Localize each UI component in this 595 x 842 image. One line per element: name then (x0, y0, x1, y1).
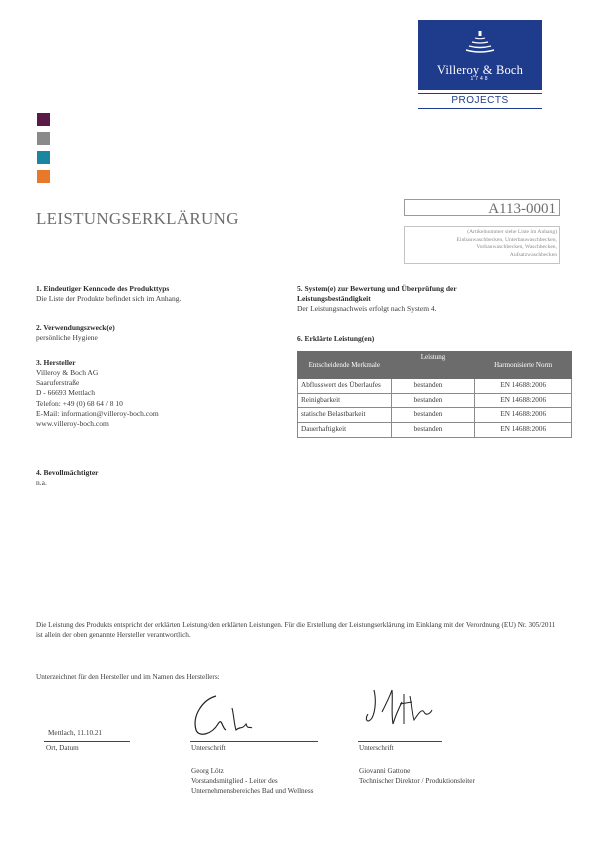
logo-crown-icon (460, 28, 500, 58)
section-2-text: persönliche Hygiene (36, 333, 98, 343)
section-6 (297, 334, 547, 344)
table-cell-characteristic: Reinigbarkeit (298, 393, 392, 408)
signer-1-name: Georg Lötz (191, 767, 224, 775)
document-title: LEISTUNGSERKLÄRUNG (36, 209, 239, 228)
place-date-value: Mettlach, 11.10.21 (48, 729, 103, 737)
signer-1-role-cont: Unternehmensbereiches Bad und Wellness (191, 787, 314, 796)
color-square-teal (37, 151, 50, 164)
table-cell-characteristic: Dauerhaftigkeit (298, 423, 392, 438)
article-note-line: (Artikelnummer siehe Liste im Anhang) (467, 229, 557, 235)
signature-1-label: Unterschrift (191, 744, 226, 752)
signed-by-text: Unterzeichnet für den Hersteller und im Namen des Herstellers: (36, 673, 220, 681)
table-cell-characteristic: statische Belastbarkeit (298, 408, 392, 423)
signature-2-line (358, 741, 442, 742)
table-cell-characteristic: Abflusswert des Überlaufes (298, 379, 392, 394)
logo-brand: Villeroy & Boch (436, 63, 524, 77)
article-note-box (404, 226, 560, 264)
color-square-purple (37, 113, 50, 126)
section-1 (36, 284, 286, 304)
table-cell-standard: EN 14688:2006 (475, 423, 572, 438)
table-header-row (298, 352, 572, 379)
section-6-heading: 6. Erklärte Leistung(en) (297, 334, 375, 343)
table-row (298, 393, 572, 408)
signer-2-name: Giovanni Gattone (359, 767, 411, 775)
section-5 (297, 284, 567, 314)
signer-2-role: Technischer Direktor / Produktionsleiter (359, 777, 475, 786)
logo-year: 1748 (470, 76, 490, 82)
place-date-label: Ort, Datum (46, 744, 79, 752)
table-cell-performance: bestanden (391, 379, 475, 394)
section-5-text: Der Leistungsnachweis erfolgt nach System 4. (297, 304, 437, 314)
logo-division: PROJECTS (418, 93, 542, 109)
signer-1 (191, 766, 313, 796)
signer-1-role: Vorstandsmitglied - Leiter des (191, 777, 278, 786)
table-header-characteristics: Entscheidende Merkmale (298, 352, 392, 379)
section-2-heading: 2. Verwendungszweck(e) (36, 323, 115, 332)
section-2 (36, 323, 286, 343)
table-cell-performance: bestanden (391, 423, 475, 438)
table-cell-standard: EN 14688:2006 (475, 393, 572, 408)
section-5-heading: 5. System(e) zur Bewertung und Überprüfung der (297, 284, 457, 293)
manufacturer-city: D - 66693 Mettlach (36, 388, 95, 398)
article-note-line: Einbauwaschbecken, Unterbauwaschbecken, (456, 236, 557, 243)
signer-2 (359, 766, 475, 786)
place-date-line (44, 741, 130, 742)
performance-table (297, 351, 572, 438)
company-logo (418, 20, 542, 109)
section-3 (36, 358, 286, 429)
manufacturer-street: Saaruferstraße (36, 378, 80, 388)
table-header-performance: Leistung (391, 352, 475, 379)
table-row (298, 379, 572, 394)
logo-box (418, 20, 542, 90)
section-1-heading: 1. Eindeutiger Kenncode des Produkttyps (36, 284, 170, 293)
signature-2-label: Unterschrift (359, 744, 394, 752)
manufacturer-email: E-Mail: information@villeroy-boch.com (36, 408, 159, 418)
manufacturer-phone: Telefon: +49 (0) 68 64 / 8 10 (36, 398, 123, 408)
manufacturer-name: Villeroy & Boch AG (36, 368, 99, 378)
table-cell-performance: bestanden (391, 408, 475, 423)
manufacturer-website: www.villeroy-boch.com (36, 418, 109, 428)
conformity-statement: Die Leistung des Produkts entspricht der erklärten Leistung/den erklärten Leistungen. Für die Erstellung der Leistungserklärung im Einklang mit der Verordnung (EU) Nr. 305/2011 ist allein der oben genannte Hersteller verantwortlich. (36, 621, 556, 640)
table-row (298, 423, 572, 438)
table-cell-standard: EN 14688:2006 (475, 408, 572, 423)
table-header-standard: Harmonisierte Norm (475, 352, 572, 379)
article-note-line: Vorbauwaschbecken, Waschbecken, (476, 244, 557, 251)
section-5-heading-cont: Leistungsbeständigkeit (297, 294, 371, 304)
declaration-id: A113-0001 (488, 201, 556, 217)
section-4 (36, 468, 286, 488)
article-note-line: Aufsatzwaschbecken (509, 251, 557, 258)
table-cell-performance: bestanden (391, 393, 475, 408)
color-square-grey (37, 132, 50, 145)
signature-2-image (360, 684, 440, 740)
declaration-id-box (404, 199, 560, 216)
section-3-heading: 3. Hersteller (36, 358, 76, 367)
signature-1-line (190, 741, 318, 742)
section-4-heading: 4. Bevollmächtigter (36, 468, 99, 477)
signature-1-image (188, 690, 258, 740)
section-4-text: n.a. (36, 478, 47, 488)
color-square-orange (37, 170, 50, 183)
section-1-text: Die Liste der Produkte befindet sich im Anhang. (36, 294, 182, 304)
table-cell-standard: EN 14688:2006 (475, 379, 572, 394)
table-row (298, 408, 572, 423)
